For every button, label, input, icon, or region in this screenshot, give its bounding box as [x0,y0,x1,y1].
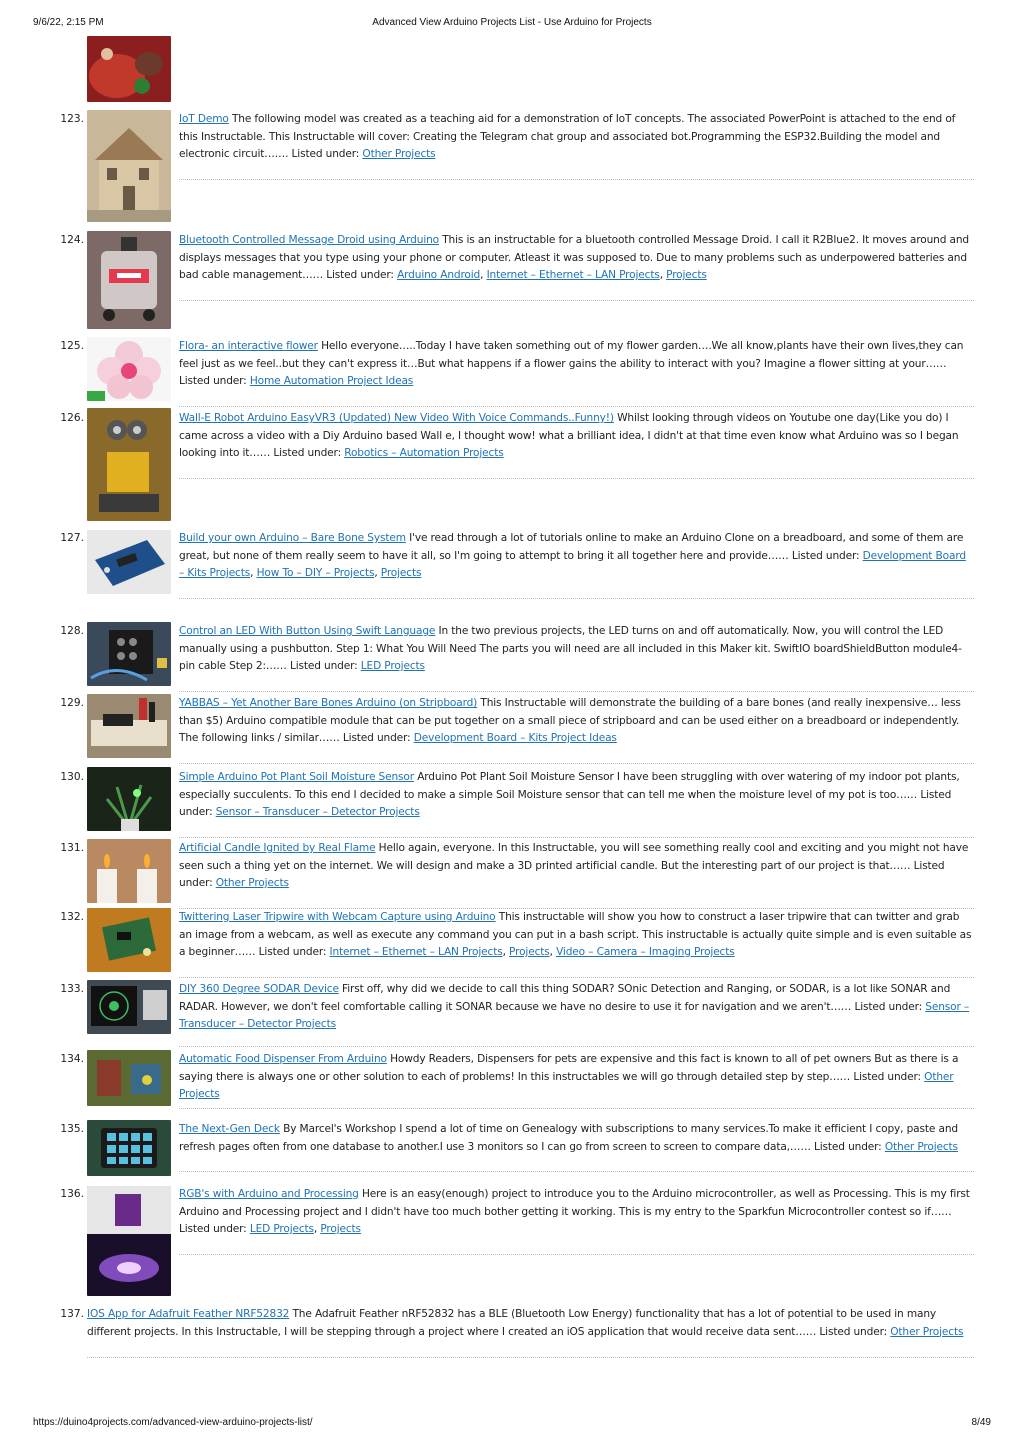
entry-divider [179,1254,974,1255]
thumbnail-image [87,231,171,329]
project-description: This Instructable will demonstrate the building of a bare bones (and really inexpensive… less than $5) Arduino compatible module that can be put together on a small piece of stripboard and can be used either on a breadboard or independently. The following links / similar…… Listed under: [179,697,961,744]
entry-text [87,1306,974,1341]
project-thumbnail-132[interactable] [87,908,171,972]
thumbnail-image [87,1120,171,1176]
entry-divider [179,300,974,301]
project-description: The following model was created as a teaching aid for a demonstration of IoT concepts. The associated PowerPoint is attached to the end of this Instructable. This Instructable will cover: Creating the Telegram chat group and associated bot.Programming the ESP32.Building the model and electronic circuit……. Listed under: [179,113,956,160]
category-link[interactable]: LED Projects [360,660,425,672]
entry-divider [179,179,974,180]
thumbnail-image [87,980,171,1034]
project-title-link[interactable]: Control an LED With Button Using Swift Language [179,625,436,637]
entry-text: RGB's with Arduino and Processing Here is an easy(enough) project to introduce you to the Arduino microcontroller, as well as Processing. This is my first Arduino and Processing project and I didn't have too much bother getting it working. This is my entry to the Sparkfun Microcontroller contest so if…… Listed under: LED Projects, Projects [179,1188,970,1235]
category-link[interactable]: Other Projects [884,1140,958,1153]
category-link[interactable]: Other Projects [890,1325,964,1338]
project-thumbnail-131[interactable] [87,839,171,903]
project-title-link[interactable]: RGB's with Arduino and Processing [179,1188,359,1200]
category-link[interactable]: Other Projects [362,148,436,160]
category-link[interactable]: Sensor – Transducer – Detector Projects [179,1000,970,1030]
entry-number: 127. [60,532,84,544]
project-description: I've read through a lot of tutorials online to make an Arduino Clone on a breadboard, and some of them are great, but none of them really seem to have it all, so I'm going to attempt to bring it all together here and provide…… Listed under: [179,532,964,562]
entry-divider [179,598,974,599]
entry-divider [179,478,974,479]
project-title-link[interactable]: Simple Arduino Pot Plant Soil Moisture Sensor [179,771,414,783]
thumbnail-image [87,110,171,222]
category-link[interactable]: Projects [509,946,550,958]
entry-divider [179,406,974,407]
print-footer [33,1417,991,1431]
entry-number: 125. [60,340,84,352]
entry-divider [179,763,974,764]
thumbnail-image [87,1186,171,1296]
entry-text [179,410,974,463]
project-thumbnail-126[interactable] [87,408,171,521]
entry-number: 130. [60,771,84,783]
project-thumbnail-122[interactable] [87,36,171,102]
entry-number: 136. [60,1188,84,1200]
entry-number: 135. [60,1123,84,1135]
project-title-link[interactable]: Automatic Food Dispenser From Arduino [179,1053,387,1065]
project-description: This is an instructable for a bluetooth controlled Message Droid. I call it R2Blue2. It moves around and displays messages that you type using your phone or computer. Atleast it was supposed to. Due to many problems such as underpowered batteries and bad cable management…… Listed under: [179,234,969,281]
entry-number: 132. [60,911,84,923]
print-page-title: Advanced View Arduino Projects List - Use Arduino for Projects [372,17,652,28]
project-thumbnail-125[interactable] [87,337,171,401]
project-title-link[interactable]: Build your own Arduino – Bare Bone System [179,532,406,544]
project-thumbnail-127[interactable] [87,530,171,594]
category-link[interactable]: Internet – Ethernet – LAN Projects [486,269,660,281]
entry-text [179,1121,974,1156]
project-description: Arduino Pot Plant Soil Moisture Sensor I have been struggling with over watering of my indoor pot plants, especially succulents. To this end I decided to make a simple Soil Moisture sensor that can tell me when the moisture level of my pot is too…… Listed under: [179,771,960,818]
project-thumbnail-134[interactable] [87,1050,171,1106]
entry-divider [179,1046,974,1047]
thumbnail-image [87,908,171,972]
project-title-link[interactable]: IoT Demo [179,113,229,125]
category-link[interactable]: Other Projects [179,1070,954,1100]
entry-number: 128. [60,625,84,637]
entry-number: 123. [60,113,84,125]
category-link[interactable]: How To – DIY – Projects [256,567,375,579]
thumbnail-image [87,767,171,831]
project-thumbnail-130[interactable] [87,767,171,831]
entry-text [179,111,974,164]
thumbnail-image [87,530,171,594]
project-title-link[interactable]: Bluetooth Controlled Message Droid using Arduino [179,234,440,246]
project-thumbnail-135[interactable] [87,1120,171,1176]
project-thumbnail-136[interactable] [87,1186,171,1296]
project-description: Whilst looking through videos on Youtube one day(Like you do) I came across a video with a Diy Arduino based Wall e, I thought wow! what a brilliant idea, I didn't at that time even know what Arduino was so I began looking into it…… Listed under: [179,412,959,459]
entry-text: Twittering Laser Tripwire with Webcam Capture using Arduino This instructable will show you how to construct a laser tripwire that can twitter and grab an image from a webcam, as well as execute any command you can put in a bash script. This instructable is actually quite simple and is even suitable as a beginner…… Listed under: Internet – Ethernet – LAN Projects, Projects, Video – Camera – Imaging Projects [179,911,972,958]
project-title-link[interactable]: Twittering Laser Tripwire with Webcam Capture using Arduino [179,911,496,923]
entry-number: 124. [60,234,84,246]
project-thumbnail-128[interactable] [87,622,171,686]
entry-divider [87,1357,974,1358]
entry-number: 133. [60,983,84,995]
entry-divider [179,837,974,838]
category-link[interactable]: Robotics – Automation Projects [344,447,504,459]
category-link[interactable]: Other Projects [215,877,289,889]
thumbnail-image [87,337,171,401]
entry-divider [179,1171,974,1172]
project-description: The Adafruit Feather nRF52832 has a BLE (Bluetooth Low Energy) functionality that has a lot of potential to be used in many different projects. In this Instructable, I will be stepping through a project where I created an iOS application that would receive data sent…… Listed under: [87,1308,937,1338]
entry-divider [179,977,974,978]
project-description: Hello again, everyone. In this Instructable, you will see something really cool and exciting and you might not have seen such a thing yet on the internet. We will design and make a 3D printed artificial candle. But the interesting part of our project is that…… Listed under: [179,842,969,889]
project-thumbnail-124[interactable] [87,231,171,329]
print-date: 9/6/22, 2:15 PM [33,17,104,28]
category-link[interactable]: Home Automation Project Ideas [249,375,414,387]
entry-text [179,695,974,748]
project-description: This instructable will show you how to construct a laser tripwire that can twitter and grab an image from a webcam, as well as execute any command you can put in a bash script. This instructable is actually quite simple and is even suitable as a beginner…… Listed under: [179,911,972,958]
thumbnail-image [87,36,171,102]
thumbnail-image [87,408,171,521]
project-thumbnail-129[interactable] [87,694,171,758]
entry-text [179,623,974,676]
project-description: By Marcel's Workshop I spend a lot of time on Genealogy with subscriptions to many services.To make it efficient I copy, paste and refresh pages often from one database to another.I use 3 monitors so I can go from screen to screen to compare data,…… Listed under: [179,1123,958,1153]
thumbnail-image [87,1050,171,1106]
category-link[interactable]: Projects [380,567,422,579]
entry-number: 126. [60,412,84,424]
project-title-link[interactable]: Artificial Candle Ignited by Real Flame [179,842,376,854]
entry-text [179,1051,974,1104]
project-description: In the two previous projects, the LED turns on and off automatically. Now, you will control the LED manually using a pushbutton. Step 1: What You Will Need The parts you will need are all included in this Maker kit. SwiftIO boardShieldButton module4-pin cable Step 2:…… Listed under: [179,625,962,672]
project-description: Howdy Readers, Dispensers for pets are expensive and this fact is known to all of pet owners But as there is a saying there is always one or other solution to each of problems! In this instructables we will go through detailed step by step…… Listed under: [179,1053,959,1083]
category-link[interactable]: Projects [666,269,707,281]
entry-text [179,769,974,822]
category-link[interactable]: LED Projects [249,1223,314,1235]
project-thumbnail-133[interactable] [87,980,171,1034]
entry-text: Bluetooth Controlled Message Droid using Arduino This is an instructable for a bluetooth controlled Message Droid. I call it R2Blue2. It moves around and displays messages that you type using your phone or computer. Atleast it was supposed to. Due to many problems such as underpowered batteries and bad cable management…… Listed under: Arduino Android, Internet – Ethernet – LAN Projects, Projects [179,234,969,281]
print-header [33,17,991,31]
thumbnail-image [87,839,171,903]
entry-divider [179,691,974,692]
print-page-number: 8/49 [971,1417,991,1428]
entry-text [179,338,974,391]
entry-divider [179,1108,974,1109]
project-description: Hello everyone…..Today I have taken something out of my flower garden….We all know,plants have their own lives,they can feel just as we feel..but they can't express it…But what happens if a flower gains the ability to interact with you? Imagine a flower sitting at your…… Listed under: [179,340,964,387]
project-thumbnail-123[interactable] [87,110,171,222]
project-title-link[interactable]: IOS App for Adafruit Feather NRF52832 [87,1308,290,1320]
category-link[interactable]: Development Board – Kits Projects [179,549,966,579]
project-description: Here is an easy(enough) project to introduce you to the Arduino microcontroller, as well as Processing. This is my first Arduino and Processing project and I didn't have too much bother getting it working. This is my entry to the Sparkfun Microcontroller contest so if…… Listed under: [179,1188,970,1235]
entry-number: 137. [60,1308,84,1320]
category-link[interactable]: Projects [320,1223,361,1235]
entry-number: 134. [60,1053,84,1065]
project-title-link[interactable]: Wall-E Robot Arduino EasyVR3 (Updated) New Video With Voice Commands..Funny!) [179,412,614,424]
thumbnail-image [87,694,171,758]
category-link[interactable]: Arduino Android [397,269,481,281]
project-description: First off, why did we decide to call this thing SODAR? SOnic Detection and Ranging, or SODAR, is a lot like SONAR and RADAR. However, we don't feel comfortable calling it SONAR because we have no desire to use it for navigation and we aren't…… Listed under: [179,983,951,1013]
entry-text [179,840,974,893]
category-link[interactable]: Internet – Ethernet – LAN Projects [329,946,503,958]
category-link[interactable]: Video – Camera – Imaging Projects [556,946,735,958]
thumbnail-image [87,622,171,686]
entry-number: 131. [60,842,84,854]
project-title-link[interactable]: The Next-Gen Deck [179,1123,280,1135]
category-link[interactable]: Development Board – Kits Project Ideas [413,732,617,744]
entry-number: 129. [60,697,84,709]
project-title-link[interactable]: YABBAS – Yet Another Bare Bones Arduino (on Stripboard) [179,697,478,709]
project-title-link[interactable]: DIY 360 Degree SODAR Device [179,983,339,995]
entry-text [179,981,974,1034]
project-title-link[interactable]: Flora- an interactive flower [179,340,318,352]
category-link[interactable]: Sensor – Transducer – Detector Projects [215,806,420,818]
entry-text: Build your own Arduino – Bare Bone System I've read through a lot of tutorials online to make an Arduino Clone on a breadboard, and some of them are great, but none of them really seem to have it all, so I'm going to attempt to bring it all together here and provide…… Listed under: Development Board – Kits Projects, How To – DIY – Projects, Projects [179,532,966,579]
print-url: https://duino4projects.com/advanced-view-arduino-projects-list/ [33,1417,313,1428]
